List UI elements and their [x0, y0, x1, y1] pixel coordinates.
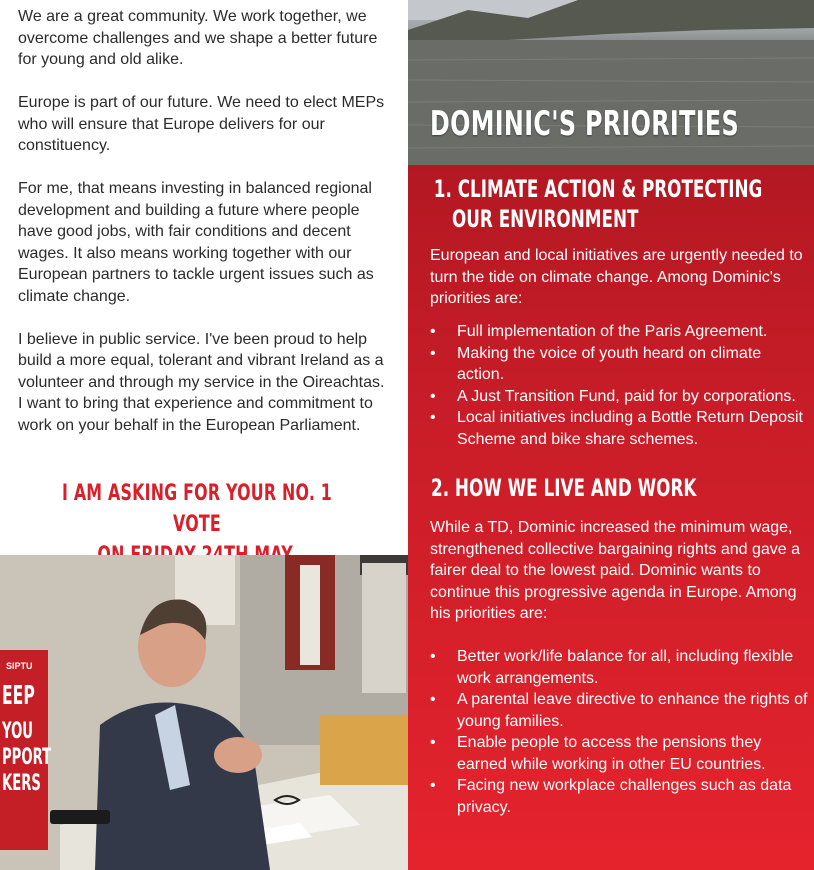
section1-bullet-list [430, 321, 810, 450]
bullet-icon: • [430, 344, 436, 362]
section1-heading [431, 174, 762, 234]
priorities-panel [408, 165, 814, 870]
intro-text-block [18, 6, 390, 458]
section2-intro: While a TD, Dominic increased the minimum wage, strengthened collective bargaining rights and gave a fairer deal to the lowest paid. Dominic wants to continue this progressive agenda in Europe. Among his priorities are: [430, 519, 801, 622]
meeting-photo-illustration [0, 555, 408, 870]
lake-header-image [408, 0, 814, 165]
bullet-icon: • [430, 409, 436, 426]
bullet-text: Local initiatives including a Bottle Return Deposit Scheme and bike share schemes. [457, 409, 803, 448]
bullet-text: Enable people to access the pensions they earned while working in other EU countries. [457, 734, 766, 773]
list-item [430, 689, 810, 732]
banner-line-1: EEP [2, 681, 35, 711]
list-item [430, 407, 810, 450]
section2-heading: 2. HOW WE LIVE AND WORK [431, 474, 697, 502]
section1-heading-line2: OUR ENVIRONMENT [452, 205, 639, 233]
banner-line-2: YOU [2, 719, 34, 744]
bullet-text: Making the voice of youth heard on climate action. [457, 344, 762, 383]
banner-line-3: PPORT [2, 745, 52, 770]
bullet-text: Facing new workplace challenges such as data privacy. [457, 777, 792, 816]
section1-heading-line1: 1. CLIMATE ACTION & PROTECTING [433, 175, 763, 203]
intro-paragraph-europe: Europe is part of our future. We need to elect MEPs who will ensure that Europe delivers for our constituency. [18, 94, 385, 154]
bullet-icon: • [430, 387, 436, 405]
list-item [430, 775, 810, 818]
bullet-text: A parental leave directive to enhance the rights of young families. [457, 691, 808, 730]
bullet-icon: • [430, 323, 436, 340]
intro-paragraph-public-service: I believe in public service. I've been proud to help build a more equal, tolerant and vibrant Ireland as a volunteer and through my service in the Oireachtas. I want to bring that experience and commitment to work on your behalf in the European Parliament. [18, 330, 385, 434]
priorities-title: DOMINIC'S PRIORITIES [430, 104, 740, 144]
intro-paragraph-investing: For me, that means investing in balanced regional development and building a future where people have good jobs, with fair conditions and decent wages. It also means working together with our European partners to tackle urgent issues such as climate change. [18, 180, 374, 305]
candidate-photo [0, 555, 408, 870]
bullet-icon: • [430, 648, 436, 665]
bullet-icon: • [430, 777, 436, 794]
left-column [0, 0, 408, 555]
list-item [430, 343, 810, 386]
list-item [430, 386, 810, 408]
protest-banner [2, 683, 51, 797]
section2-bullet-list [430, 646, 810, 818]
bullet-text: A Just Transition Fund, paid for by corporations. [457, 387, 796, 405]
intro-paragraph-community: We are a great community. We work together, we overcome challenges and we shape a better future for young and old alike. [18, 8, 378, 68]
list-item [430, 321, 810, 343]
cta-line-1: I AM ASKING FOR YOUR NO. 1 VOTE [61, 481, 333, 537]
bullet-icon: • [430, 691, 436, 708]
bullet-text: Full implementation of the Paris Agreement. [457, 323, 768, 340]
section1-intro: European and local initiatives are urgently needed to turn the tide on climate change. Among Dominic's priorities are: [430, 247, 803, 307]
list-item [430, 646, 810, 689]
bullet-icon: • [430, 734, 436, 751]
banner-logo: SIPTU [6, 661, 33, 671]
bullet-text: Better work/life balance for all, including flexible work arrangements. [457, 648, 794, 687]
list-item [430, 732, 810, 775]
banner-line-4: KERS [2, 771, 41, 796]
